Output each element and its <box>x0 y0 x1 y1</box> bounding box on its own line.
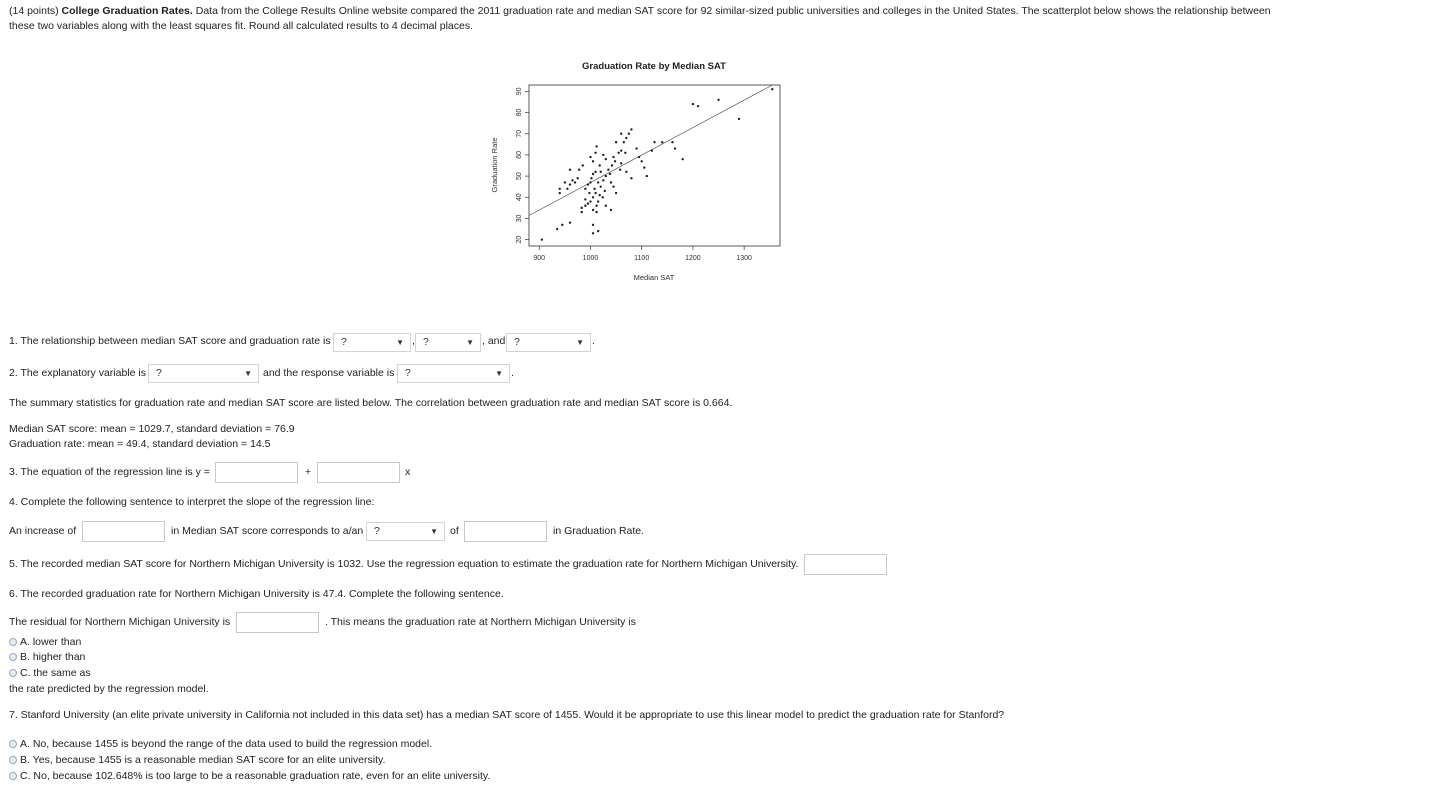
data-point <box>653 141 655 143</box>
data-point <box>697 105 699 107</box>
data-point <box>541 238 543 240</box>
data-point <box>617 152 619 154</box>
data-points <box>541 88 774 241</box>
q2-end: . <box>511 367 514 379</box>
data-point <box>571 179 573 181</box>
x-tick-label: 1100 <box>634 255 650 262</box>
data-point <box>674 147 676 149</box>
data-point <box>594 192 596 194</box>
y-axis-label: Graduation Rate <box>490 137 499 193</box>
chevron-down-icon: ▼ <box>466 338 474 347</box>
data-point <box>559 188 561 190</box>
problem-intro <box>9 4 1299 34</box>
q1-text: 1. The relationship between median SAT score and graduation rate is <box>9 335 331 347</box>
y-axis <box>516 87 529 243</box>
q7-option-a[interactable] <box>9 738 432 750</box>
data-point <box>692 103 694 105</box>
q6-option-higher[interactable] <box>9 651 85 663</box>
data-point <box>640 160 642 162</box>
q6-option-same[interactable] <box>9 667 91 679</box>
q4-sat-increase-input[interactable] <box>82 521 165 542</box>
data-point <box>592 173 594 175</box>
data-point <box>594 152 596 154</box>
data-point <box>592 209 594 211</box>
y-tick-label: 90 <box>516 87 523 96</box>
data-point <box>630 177 632 179</box>
q2-text: 2. The explanatory variable is <box>9 367 146 379</box>
q6-residual-input[interactable] <box>236 612 319 633</box>
chart-title: Graduation Rate by Median SAT <box>582 61 726 72</box>
data-point <box>602 179 604 181</box>
radio-button[interactable] <box>9 653 17 661</box>
data-point <box>589 156 591 158</box>
q1-select-strength[interactable] <box>506 333 591 352</box>
q3-text: 3. The equation of the regression line is y = <box>9 466 210 478</box>
data-point <box>646 175 648 177</box>
data-point <box>717 99 719 101</box>
q3-x: x <box>405 466 411 478</box>
data-point <box>671 141 673 143</box>
data-point <box>661 141 663 143</box>
radio-button[interactable] <box>9 638 17 646</box>
y-tick-label: 70 <box>516 129 523 138</box>
data-point <box>587 183 589 185</box>
data-point <box>576 177 578 179</box>
problem-title: College Graduation Rates. <box>61 5 193 17</box>
q5-estimate-input[interactable] <box>804 554 887 575</box>
data-point <box>569 221 571 223</box>
data-point <box>589 181 591 183</box>
data-point <box>630 128 632 130</box>
data-point <box>771 88 773 90</box>
data-point <box>612 185 614 187</box>
summary-sat: Median SAT score: mean = 1029.7, standard deviation = 76.9 <box>9 423 295 435</box>
data-point <box>595 211 597 213</box>
data-point <box>597 200 599 202</box>
chevron-down-icon: ▼ <box>244 369 252 378</box>
data-point <box>581 207 583 209</box>
q1-select-form[interactable] <box>415 333 481 352</box>
data-point <box>595 145 597 147</box>
x-tick-label: 900 <box>533 255 546 262</box>
problem-description: Data from the College Results Online website compared the 2011 graduation rate and median SAT score for 92 similar-sized public universities and colleges in the United States. The scatterplot below shows the relationship between these two variables along with the least squares fit. Round all calculated results to 4 decimal places. <box>9 5 1271 32</box>
q7-text: 7. Stanford University (an elite private university in California not included in this data set) has a median SAT score of 1455. Would it be appropriate to use this linear model to predict the graduation rate for Stanford? <box>9 709 1005 721</box>
data-point <box>635 147 637 149</box>
radio-button[interactable] <box>9 756 17 764</box>
data-point <box>612 156 614 158</box>
data-point <box>569 169 571 171</box>
radio-button[interactable] <box>9 772 17 780</box>
x-axis <box>533 246 752 262</box>
y-tick-label: 30 <box>516 214 523 223</box>
q4-select-direction-value: ? <box>374 525 380 537</box>
data-point <box>593 188 595 190</box>
y-tick-label: 80 <box>516 108 523 117</box>
data-point <box>564 181 566 183</box>
radio-button[interactable] <box>9 740 17 748</box>
data-point <box>584 205 586 207</box>
data-point <box>597 230 599 232</box>
data-point <box>559 192 561 194</box>
scatterplot-chart <box>470 55 800 290</box>
plot-frame <box>529 85 780 246</box>
y-tick-label: 20 <box>516 235 523 244</box>
data-point <box>590 177 592 179</box>
q3-slope-input[interactable] <box>317 462 400 483</box>
data-point <box>597 181 599 183</box>
chevron-down-icon: ▼ <box>495 369 503 378</box>
data-point <box>592 160 594 162</box>
data-point <box>600 171 602 173</box>
data-point <box>598 164 600 166</box>
y-tick-label: 50 <box>516 172 523 180</box>
chevron-down-icon: ▼ <box>576 338 584 347</box>
q1-separator-2: , and <box>482 335 506 347</box>
q2-select-explanatory[interactable] <box>148 364 259 383</box>
data-point <box>589 200 591 202</box>
data-point <box>625 137 627 139</box>
q4-mid-text: in Median SAT score corresponds to a/an <box>171 525 364 537</box>
q6-text: 6. The recorded graduation rate for Northern Michigan University is 47.4. Complete the following sentence. <box>9 588 504 600</box>
q1-select-form-value: ? <box>423 336 429 348</box>
q4-of: of <box>450 525 459 537</box>
x-tick-label: 1000 <box>582 255 599 262</box>
regression-line <box>529 85 772 215</box>
chevron-down-icon: ▼ <box>396 338 404 347</box>
data-point <box>569 183 571 185</box>
x-axis-label: Median SAT <box>633 273 675 282</box>
data-point <box>592 224 594 226</box>
data-point <box>605 205 607 207</box>
data-point <box>638 156 640 158</box>
data-point <box>602 196 604 198</box>
q7-option-b[interactable] <box>9 754 385 766</box>
data-point <box>592 196 594 198</box>
problem-points: (14 points) <box>9 5 59 17</box>
data-point <box>581 211 583 213</box>
data-point <box>614 160 616 162</box>
data-point <box>561 224 563 226</box>
data-point <box>584 188 586 190</box>
data-point <box>609 173 611 175</box>
chevron-down-icon: ▼ <box>430 527 438 536</box>
y-tick-label: 40 <box>516 193 523 202</box>
summary-grad: Graduation rate: mean = 49.4, standard deviation = 14.5 <box>9 438 271 450</box>
q1-select-strength-value: ? <box>514 336 520 348</box>
data-point <box>625 171 627 173</box>
radio-button[interactable] <box>9 669 17 677</box>
data-point <box>615 141 617 143</box>
q6-option-label: A. lower than <box>20 636 82 648</box>
data-point <box>594 171 596 173</box>
q1-select-direction-value: ? <box>341 336 347 348</box>
y-tick-label: 60 <box>516 151 523 159</box>
q6-option-lower[interactable] <box>9 636 81 648</box>
data-point <box>605 158 607 160</box>
data-point <box>628 133 630 135</box>
data-point <box>620 149 622 151</box>
data-point <box>592 232 594 234</box>
data-point <box>624 152 626 154</box>
data-point <box>620 133 622 135</box>
data-point <box>607 169 609 171</box>
summary-intro: The summary statistics for graduation rate and median SAT score are listed below. The correlation between graduation rate and median SAT score is 0.664. <box>9 397 733 409</box>
q2-select-explanatory-value: ? <box>156 367 162 379</box>
q1-separator-1: , <box>412 335 415 347</box>
q6-tail: the rate predicted by the regression model. <box>9 683 209 695</box>
q4-text: 4. Complete the following sentence to interpret the slope of the regression line: <box>9 496 375 508</box>
data-point <box>623 141 625 143</box>
data-point <box>651 149 653 151</box>
data-point <box>605 175 607 177</box>
q7-option-label: C. No, because 102.648% is too large to be a reasonable graduation rate, even for an elite university. <box>20 770 491 782</box>
data-point <box>619 169 621 171</box>
data-point <box>566 188 568 190</box>
data-point <box>610 209 612 211</box>
q2-select-response[interactable] <box>397 364 510 383</box>
x-tick-label: 1200 <box>685 255 701 262</box>
data-point <box>595 205 597 207</box>
q3-intercept-input[interactable] <box>215 462 298 483</box>
data-point <box>587 202 589 204</box>
q4-end: in Graduation Rate. <box>553 525 645 537</box>
q6-option-label: B. higher than <box>20 651 86 663</box>
data-point <box>738 118 740 120</box>
q4-an-increase: An increase of <box>9 525 77 537</box>
data-point <box>578 169 580 171</box>
q4-select-direction[interactable] <box>366 522 445 541</box>
data-point <box>602 154 604 156</box>
data-point <box>574 181 576 183</box>
q3-plus: + <box>305 466 312 478</box>
data-point <box>604 190 606 192</box>
data-point <box>588 192 590 194</box>
data-point <box>681 158 683 160</box>
q7-option-label: B. Yes, because 1455 is a reasonable median SAT score for an elite university. <box>20 754 386 766</box>
q4-grad-change-input[interactable] <box>464 521 547 542</box>
x-tick-label: 1300 <box>736 255 752 262</box>
q1-end: . <box>592 335 595 347</box>
q1-select-direction[interactable] <box>333 333 411 352</box>
q7-option-c[interactable] <box>9 770 490 782</box>
q7-option-label: A. No, because 1455 is beyond the range of the data used to build the regression model. <box>20 738 433 750</box>
data-point <box>600 185 602 187</box>
data-point <box>598 194 600 196</box>
q2-select-response-value: ? <box>405 367 411 379</box>
data-point <box>610 181 612 183</box>
q5-text: 5. The recorded median SAT score for Northern Michigan University is 1032. Use the regression equation to estimate the graduation rate for Northern Michigan University. <box>9 558 799 570</box>
data-point <box>620 162 622 164</box>
data-point <box>611 164 613 166</box>
q6-option-label: C. the same as <box>20 667 91 679</box>
data-point <box>582 164 584 166</box>
q6-residual-text: The residual for Northern Michigan University is <box>9 616 231 628</box>
data-point <box>615 192 617 194</box>
data-point <box>556 228 558 230</box>
data-point <box>584 198 586 200</box>
q6-means-text: . This means the graduation rate at Northern Michigan University is <box>325 616 636 628</box>
q2-mid-text: and the response variable is <box>263 367 395 379</box>
data-point <box>643 166 645 168</box>
